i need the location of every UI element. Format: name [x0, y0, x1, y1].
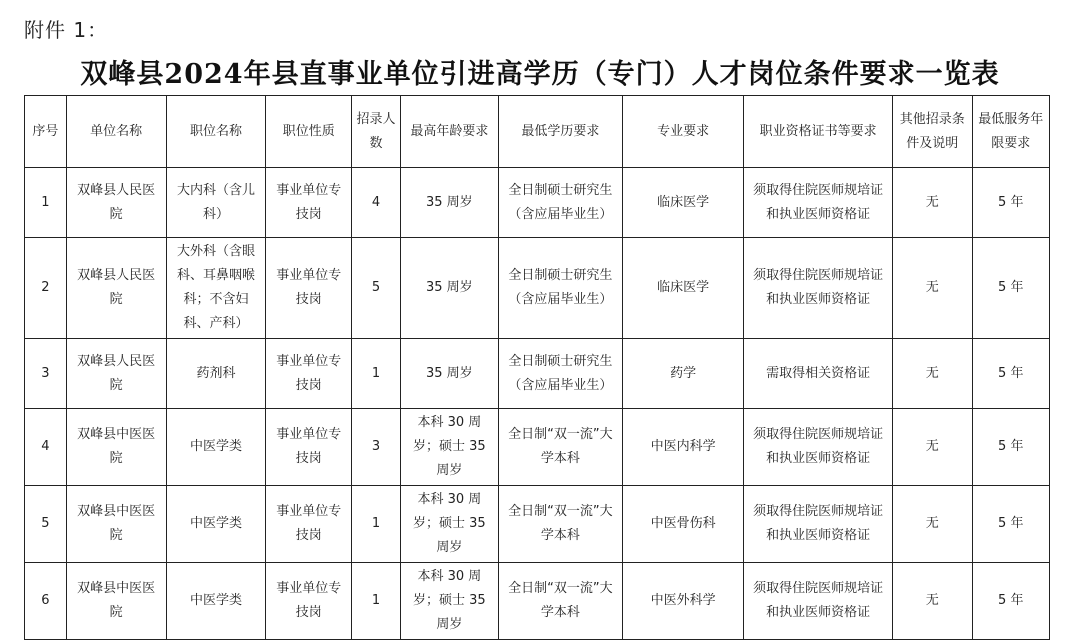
- cell-education: 全日制“双一流”大学本科: [498, 409, 622, 486]
- cell-unit: 双峰县人民医院: [66, 168, 166, 238]
- cell-other: 无: [893, 409, 972, 486]
- table-row: [25, 238, 1050, 339]
- attachment-label: 附件 1：: [24, 18, 109, 42]
- cell-major: 临床医学: [623, 168, 744, 238]
- header-cell: 职业资格证书等要求: [744, 96, 893, 168]
- table-row: [25, 409, 1050, 486]
- cell-major: 中医骨伤科: [623, 486, 744, 563]
- cell-education: 全日制“双一流”大学本科: [498, 563, 622, 640]
- cell-other: 无: [893, 486, 972, 563]
- cell-service-years: 5 年: [972, 486, 1050, 563]
- cell-unit: 双峰县中医医院: [66, 409, 166, 486]
- header-cell: 招录人数: [352, 96, 401, 168]
- cell-major: 药学: [623, 339, 744, 409]
- cell-other: 无: [893, 339, 972, 409]
- table-row: [25, 563, 1050, 640]
- cell-count: 1: [352, 486, 401, 563]
- header-cell: 最低学历要求: [498, 96, 622, 168]
- cell-certificate: 须取得住院医师规培证和执业医师资格证: [744, 486, 893, 563]
- cell-certificate: 须取得住院医师规培证和执业医师资格证: [744, 409, 893, 486]
- header-cell: 最高年龄要求: [400, 96, 498, 168]
- header-cell: 其他招录条件及说明: [893, 96, 972, 168]
- cell-age: 35 周岁: [400, 339, 498, 409]
- cell-education: 全日制“双一流”大学本科: [498, 486, 622, 563]
- cell-index: 1: [25, 168, 67, 238]
- cell-service-years: 5 年: [972, 238, 1050, 339]
- cell-count: 1: [352, 563, 401, 640]
- cell-nature: 事业单位专技岗: [266, 563, 352, 640]
- cell-nature: 事业单位专技岗: [266, 238, 352, 339]
- cell-unit: 双峰县人民医院: [66, 339, 166, 409]
- header-cell: 职位名称: [166, 96, 266, 168]
- cell-other: 无: [893, 238, 972, 339]
- header-cell: 最低服务年限要求: [972, 96, 1050, 168]
- header-cell: 单位名称: [66, 96, 166, 168]
- cell-unit: 双峰县中医医院: [66, 486, 166, 563]
- cell-age: 35 周岁: [400, 168, 498, 238]
- cell-age: 本科 30 周岁；硕士 35 周岁: [400, 409, 498, 486]
- cell-nature: 事业单位专技岗: [266, 168, 352, 238]
- table-header-row: [25, 96, 1050, 168]
- cell-index: 4: [25, 409, 67, 486]
- header-cell: 序号: [25, 96, 67, 168]
- cell-certificate: 须取得住院医师规培证和执业医师资格证: [744, 168, 893, 238]
- cell-position: 中医学类: [166, 563, 266, 640]
- cell-count: 5: [352, 238, 401, 339]
- cell-index: 5: [25, 486, 67, 563]
- cell-education: 全日制硕士研究生（含应届毕业生）: [498, 238, 622, 339]
- cell-count: 4: [352, 168, 401, 238]
- cell-service-years: 5 年: [972, 339, 1050, 409]
- cell-index: 2: [25, 238, 67, 339]
- cell-major: 中医内科学: [623, 409, 744, 486]
- document-title: 双峰县2024年县直事业单位引进高学历（专门）人才岗位条件要求一览表: [80, 59, 1000, 90]
- cell-index: 6: [25, 563, 67, 640]
- cell-unit: 双峰县人民医院: [66, 238, 166, 339]
- cell-age: 本科 30 周岁；硕士 35 周岁: [400, 563, 498, 640]
- cell-major: 临床医学: [623, 238, 744, 339]
- cell-nature: 事业单位专技岗: [266, 409, 352, 486]
- cell-service-years: 5 年: [972, 409, 1050, 486]
- table-row: [25, 486, 1050, 563]
- cell-certificate: 须取得住院医师规培证和执业医师资格证: [744, 238, 893, 339]
- cell-position: 药剂科: [166, 339, 266, 409]
- cell-nature: 事业单位专技岗: [266, 486, 352, 563]
- cell-position: 大内科（含儿科）: [166, 168, 266, 238]
- cell-index: 3: [25, 339, 67, 409]
- cell-certificate: 需取得相关资格证: [744, 339, 893, 409]
- cell-service-years: 5 年: [972, 563, 1050, 640]
- cell-nature: 事业单位专技岗: [266, 339, 352, 409]
- cell-position: 大外科（含眼科、耳鼻咽喉科；不含妇科、产科）: [166, 238, 266, 339]
- cell-count: 3: [352, 409, 401, 486]
- cell-age: 35 周岁: [400, 238, 498, 339]
- cell-unit: 双峰县中医医院: [66, 563, 166, 640]
- table-row: [25, 168, 1050, 238]
- cell-major: 中医外科学: [623, 563, 744, 640]
- header-cell: 职位性质: [266, 96, 352, 168]
- cell-education: 全日制硕士研究生（含应届毕业生）: [498, 339, 622, 409]
- cell-count: 1: [352, 339, 401, 409]
- cell-education: 全日制硕士研究生（含应届毕业生）: [498, 168, 622, 238]
- requirements-table: [24, 95, 1050, 640]
- table-row: [25, 339, 1050, 409]
- cell-other: 无: [893, 563, 972, 640]
- cell-age: 本科 30 周岁；硕士 35 周岁: [400, 486, 498, 563]
- header-cell: 专业要求: [623, 96, 744, 168]
- cell-certificate: 须取得住院医师规培证和执业医师资格证: [744, 563, 893, 640]
- cell-position: 中医学类: [166, 409, 266, 486]
- cell-service-years: 5 年: [972, 168, 1050, 238]
- cell-other: 无: [893, 168, 972, 238]
- cell-position: 中医学类: [166, 486, 266, 563]
